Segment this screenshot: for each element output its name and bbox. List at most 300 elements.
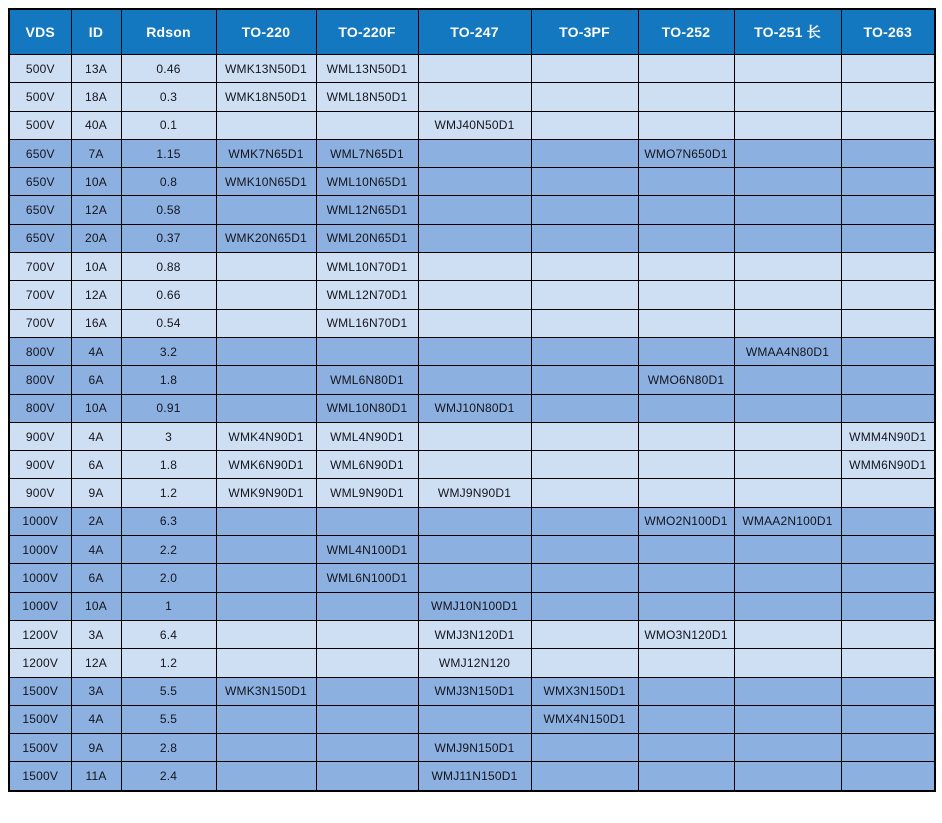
- table-cell: [638, 649, 734, 677]
- table-row: [9, 705, 935, 733]
- table-cell: 4A: [71, 422, 121, 450]
- table-row: [9, 564, 935, 592]
- table-cell: WMJ3N150D1: [418, 677, 531, 705]
- table-cell: 10A: [71, 168, 121, 196]
- table-cell: [734, 536, 841, 564]
- table-cell: WML10N70D1: [316, 253, 418, 281]
- table-cell: [638, 196, 734, 224]
- table-cell: [216, 309, 316, 337]
- table-cell: [418, 83, 531, 111]
- table-cell: WML12N70D1: [316, 281, 418, 309]
- table-cell: [841, 479, 935, 507]
- table-cell: [418, 536, 531, 564]
- table-cell: 6A: [71, 564, 121, 592]
- table-cell: [418, 309, 531, 337]
- table-cell: [418, 281, 531, 309]
- table-cell: 4A: [71, 705, 121, 733]
- table-cell: [638, 253, 734, 281]
- table-cell: 0.58: [121, 196, 216, 224]
- table-cell: 5.5: [121, 705, 216, 733]
- table-cell: [216, 734, 316, 762]
- table-cell: 18A: [71, 83, 121, 111]
- table-cell: [216, 592, 316, 620]
- table-cell: [216, 337, 316, 365]
- table-cell: 0.91: [121, 394, 216, 422]
- table-cell: 650V: [9, 196, 71, 224]
- column-header-7: TO-252: [638, 9, 734, 55]
- table-cell: [734, 649, 841, 677]
- table-cell: 2.8: [121, 734, 216, 762]
- table-cell: 1200V: [9, 620, 71, 648]
- table-cell: [531, 253, 638, 281]
- table-cell: [418, 507, 531, 535]
- table-cell: 0.66: [121, 281, 216, 309]
- table-cell: [418, 168, 531, 196]
- table-cell: WMK18N50D1: [216, 83, 316, 111]
- table-cell: [531, 196, 638, 224]
- table-cell: [734, 564, 841, 592]
- table-cell: [841, 139, 935, 167]
- table-cell: [316, 649, 418, 677]
- table-cell: [841, 224, 935, 252]
- table-cell: [841, 592, 935, 620]
- table-cell: 1000V: [9, 592, 71, 620]
- table-cell: [841, 111, 935, 139]
- table-cell: WMX4N150D1: [531, 705, 638, 733]
- table-cell: [841, 196, 935, 224]
- column-header-5: TO-247: [418, 9, 531, 55]
- table-cell: 900V: [9, 479, 71, 507]
- table-cell: [418, 55, 531, 83]
- table-cell: [316, 677, 418, 705]
- table-cell: WML6N80D1: [316, 366, 418, 394]
- table-cell: [316, 592, 418, 620]
- table-cell: 20A: [71, 224, 121, 252]
- table-cell: 4A: [71, 337, 121, 365]
- table-cell: 500V: [9, 83, 71, 111]
- table-cell: [734, 55, 841, 83]
- table-cell: [841, 168, 935, 196]
- table-cell: WMX3N150D1: [531, 677, 638, 705]
- table-cell: 1.15: [121, 139, 216, 167]
- table-cell: 500V: [9, 55, 71, 83]
- table-cell: 2.4: [121, 762, 216, 791]
- table-row: [9, 734, 935, 762]
- table-cell: [638, 734, 734, 762]
- table-cell: 7A: [71, 139, 121, 167]
- table-cell: WMAA4N80D1: [734, 337, 841, 365]
- table-cell: [531, 507, 638, 535]
- table-cell: [418, 366, 531, 394]
- table-cell: [734, 139, 841, 167]
- table-cell: 900V: [9, 422, 71, 450]
- table-cell: 1000V: [9, 536, 71, 564]
- table-cell: [841, 705, 935, 733]
- table-cell: [734, 253, 841, 281]
- column-header-0: VDS: [9, 9, 71, 55]
- table-cell: [531, 620, 638, 648]
- table-cell: [216, 253, 316, 281]
- table-cell: WMK4N90D1: [216, 422, 316, 450]
- table-cell: [216, 111, 316, 139]
- table-cell: [531, 139, 638, 167]
- table-cell: WMM6N90D1: [841, 451, 935, 479]
- table-cell: WMJ10N100D1: [418, 592, 531, 620]
- table-cell: [638, 337, 734, 365]
- table-cell: [418, 139, 531, 167]
- table-cell: [418, 253, 531, 281]
- table-cell: [638, 55, 734, 83]
- table-cell: [216, 564, 316, 592]
- table-header: [9, 9, 935, 55]
- table-cell: [638, 451, 734, 479]
- table-row: [9, 394, 935, 422]
- table-cell: WMJ12N120: [418, 649, 531, 677]
- table-cell: [841, 55, 935, 83]
- table-cell: [734, 394, 841, 422]
- table-cell: [734, 309, 841, 337]
- table-cell: 40A: [71, 111, 121, 139]
- table-cell: 2.0: [121, 564, 216, 592]
- table-cell: 800V: [9, 394, 71, 422]
- table-cell: [216, 620, 316, 648]
- table-cell: [841, 536, 935, 564]
- table-cell: [418, 337, 531, 365]
- table-cell: [316, 762, 418, 791]
- table-body: [9, 55, 935, 791]
- table-cell: [418, 451, 531, 479]
- table-cell: WMAA2N100D1: [734, 507, 841, 535]
- table-row: [9, 196, 935, 224]
- table-cell: [638, 224, 734, 252]
- column-header-9: TO-263: [841, 9, 935, 55]
- table-cell: 12A: [71, 196, 121, 224]
- table-cell: 650V: [9, 139, 71, 167]
- table-row: [9, 83, 935, 111]
- table-cell: WMJ3N120D1: [418, 620, 531, 648]
- table-row: [9, 677, 935, 705]
- table-cell: 9A: [71, 734, 121, 762]
- table-cell: [734, 83, 841, 111]
- table-cell: [216, 705, 316, 733]
- table-cell: [216, 536, 316, 564]
- table-cell: WML9N90D1: [316, 479, 418, 507]
- table-cell: [734, 366, 841, 394]
- table-cell: WML10N80D1: [316, 394, 418, 422]
- table-cell: [316, 734, 418, 762]
- table-cell: [638, 592, 734, 620]
- table-cell: [638, 479, 734, 507]
- column-header-6: TO-3PF: [531, 9, 638, 55]
- table-cell: 700V: [9, 309, 71, 337]
- table-cell: 12A: [71, 649, 121, 677]
- table-cell: [841, 253, 935, 281]
- table-cell: [316, 507, 418, 535]
- table-cell: [638, 309, 734, 337]
- table-cell: [734, 762, 841, 791]
- table-cell: 1500V: [9, 762, 71, 791]
- table-row: [9, 55, 935, 83]
- table-cell: 1500V: [9, 677, 71, 705]
- table-cell: 0.8: [121, 168, 216, 196]
- table-cell: 900V: [9, 451, 71, 479]
- table-cell: 16A: [71, 309, 121, 337]
- table-cell: 1: [121, 592, 216, 620]
- table-row: [9, 479, 935, 507]
- table-cell: [531, 281, 638, 309]
- table-cell: [734, 592, 841, 620]
- table-cell: [841, 620, 935, 648]
- table-cell: 3: [121, 422, 216, 450]
- table-cell: WML10N65D1: [316, 168, 418, 196]
- table-cell: 0.1: [121, 111, 216, 139]
- table-cell: 1.8: [121, 451, 216, 479]
- table-cell: [638, 762, 734, 791]
- table-cell: [531, 536, 638, 564]
- table-cell: 0.37: [121, 224, 216, 252]
- table-cell: [734, 422, 841, 450]
- table-row: [9, 422, 935, 450]
- table-row: [9, 111, 935, 139]
- table-cell: [531, 55, 638, 83]
- table-cell: [216, 394, 316, 422]
- table-cell: [531, 83, 638, 111]
- table-cell: WML20N65D1: [316, 224, 418, 252]
- table-cell: [418, 422, 531, 450]
- table-cell: 650V: [9, 168, 71, 196]
- table-cell: WMK7N65D1: [216, 139, 316, 167]
- table-cell: [531, 111, 638, 139]
- table-cell: 12A: [71, 281, 121, 309]
- table-cell: [638, 83, 734, 111]
- table-cell: [638, 394, 734, 422]
- table-cell: WMJ9N90D1: [418, 479, 531, 507]
- table-cell: WMK20N65D1: [216, 224, 316, 252]
- table-cell: [316, 337, 418, 365]
- column-header-1: ID: [71, 9, 121, 55]
- table-cell: [841, 394, 935, 422]
- table-cell: 6.3: [121, 507, 216, 535]
- table-cell: [638, 422, 734, 450]
- table-cell: [734, 196, 841, 224]
- table-cell: [841, 309, 935, 337]
- table-cell: WMK9N90D1: [216, 479, 316, 507]
- table-cell: [531, 762, 638, 791]
- table-cell: [531, 564, 638, 592]
- table-cell: [531, 168, 638, 196]
- table-cell: WML13N50D1: [316, 55, 418, 83]
- table-cell: 3A: [71, 620, 121, 648]
- table-cell: 650V: [9, 224, 71, 252]
- table-row: [9, 620, 935, 648]
- table-row: [9, 309, 935, 337]
- table-cell: [531, 224, 638, 252]
- table-cell: [841, 677, 935, 705]
- table-cell: WMK13N50D1: [216, 55, 316, 83]
- column-header-4: TO-220F: [316, 9, 418, 55]
- table-cell: [734, 168, 841, 196]
- table-cell: [841, 337, 935, 365]
- table-row: [9, 224, 935, 252]
- table-row: [9, 649, 935, 677]
- table-cell: [531, 649, 638, 677]
- table-cell: 1200V: [9, 649, 71, 677]
- table-cell: WMK3N150D1: [216, 677, 316, 705]
- table-cell: 10A: [71, 592, 121, 620]
- table-cell: [734, 620, 841, 648]
- table-cell: [841, 734, 935, 762]
- table-cell: [841, 649, 935, 677]
- table-cell: [531, 309, 638, 337]
- table-cell: 500V: [9, 111, 71, 139]
- table-cell: WML4N90D1: [316, 422, 418, 450]
- table-cell: [734, 677, 841, 705]
- table-row: [9, 592, 935, 620]
- table-cell: 9A: [71, 479, 121, 507]
- table-cell: [638, 564, 734, 592]
- table-cell: 6.4: [121, 620, 216, 648]
- table-cell: [734, 479, 841, 507]
- table-cell: [216, 507, 316, 535]
- table-cell: [638, 111, 734, 139]
- table-row: [9, 253, 935, 281]
- table-cell: WMO2N100D1: [638, 507, 734, 535]
- column-header-3: TO-220: [216, 9, 316, 55]
- table-cell: 4A: [71, 536, 121, 564]
- table-cell: WMO3N120D1: [638, 620, 734, 648]
- column-header-8: TO-251 长: [734, 9, 841, 55]
- table-cell: 6A: [71, 366, 121, 394]
- table-cell: [216, 762, 316, 791]
- table-cell: 10A: [71, 253, 121, 281]
- table-cell: WMO6N80D1: [638, 366, 734, 394]
- table-cell: [316, 705, 418, 733]
- table-row: [9, 451, 935, 479]
- table-cell: [841, 83, 935, 111]
- table-cell: [531, 422, 638, 450]
- column-header-2: Rdson: [121, 9, 216, 55]
- table-cell: WMJ10N80D1: [418, 394, 531, 422]
- table-cell: [734, 734, 841, 762]
- table-cell: WMK10N65D1: [216, 168, 316, 196]
- table-cell: [418, 705, 531, 733]
- table-cell: [638, 705, 734, 733]
- table-cell: WMJ11N150D1: [418, 762, 531, 791]
- table-cell: [638, 281, 734, 309]
- table-cell: [638, 536, 734, 564]
- table-cell: WMO7N650D1: [638, 139, 734, 167]
- table-cell: [531, 592, 638, 620]
- table-cell: 1.2: [121, 479, 216, 507]
- table-cell: [638, 168, 734, 196]
- table-cell: 1500V: [9, 705, 71, 733]
- table-cell: [418, 196, 531, 224]
- table-cell: [316, 620, 418, 648]
- table-cell: 5.5: [121, 677, 216, 705]
- table-cell: 0.3: [121, 83, 216, 111]
- table-cell: WMM4N90D1: [841, 422, 935, 450]
- table-cell: WMJ9N150D1: [418, 734, 531, 762]
- table-cell: 0.46: [121, 55, 216, 83]
- table-cell: WML12N65D1: [316, 196, 418, 224]
- table-cell: 10A: [71, 394, 121, 422]
- table-cell: 1.8: [121, 366, 216, 394]
- table-cell: 11A: [71, 762, 121, 791]
- table-cell: [734, 224, 841, 252]
- header-row: [9, 9, 935, 55]
- table-cell: 2A: [71, 507, 121, 535]
- table-cell: 1.2: [121, 649, 216, 677]
- table-cell: [734, 281, 841, 309]
- table-cell: [841, 564, 935, 592]
- table-cell: [216, 366, 316, 394]
- table-cell: [531, 479, 638, 507]
- table-cell: 1000V: [9, 564, 71, 592]
- table-cell: [316, 111, 418, 139]
- table-cell: 0.88: [121, 253, 216, 281]
- table-cell: [841, 762, 935, 791]
- table-cell: WML6N90D1: [316, 451, 418, 479]
- table-row: [9, 281, 935, 309]
- table-cell: [841, 366, 935, 394]
- table-cell: WMJ40N50D1: [418, 111, 531, 139]
- table-cell: 0.54: [121, 309, 216, 337]
- table-row: [9, 168, 935, 196]
- table-row: [9, 366, 935, 394]
- table-cell: [418, 564, 531, 592]
- table-cell: 800V: [9, 337, 71, 365]
- table-cell: WML16N70D1: [316, 309, 418, 337]
- table-cell: [841, 507, 935, 535]
- table-row: [9, 762, 935, 791]
- table-cell: [216, 281, 316, 309]
- table-cell: 800V: [9, 366, 71, 394]
- table-cell: WML6N100D1: [316, 564, 418, 592]
- table-cell: 3.2: [121, 337, 216, 365]
- table-cell: WML4N100D1: [316, 536, 418, 564]
- table-cell: [531, 734, 638, 762]
- table-cell: 1000V: [9, 507, 71, 535]
- table-cell: 1500V: [9, 734, 71, 762]
- table-cell: 2.2: [121, 536, 216, 564]
- table-cell: [734, 705, 841, 733]
- table-cell: 6A: [71, 451, 121, 479]
- table-row: [9, 507, 935, 535]
- table-cell: [216, 196, 316, 224]
- table-cell: [531, 451, 638, 479]
- table-cell: [841, 281, 935, 309]
- table-cell: [531, 394, 638, 422]
- table-row: [9, 139, 935, 167]
- table-cell: [531, 337, 638, 365]
- table-cell: [531, 366, 638, 394]
- table-row: [9, 337, 935, 365]
- table-cell: 700V: [9, 281, 71, 309]
- table-cell: 3A: [71, 677, 121, 705]
- table-cell: [638, 677, 734, 705]
- table-row: [9, 536, 935, 564]
- table-cell: WML7N65D1: [316, 139, 418, 167]
- table-cell: [734, 111, 841, 139]
- table-cell: WMK6N90D1: [216, 451, 316, 479]
- table-cell: 700V: [9, 253, 71, 281]
- mosfet-selection-table: [8, 8, 936, 792]
- table-cell: WML18N50D1: [316, 83, 418, 111]
- table-cell: [734, 451, 841, 479]
- table-cell: [216, 649, 316, 677]
- table-cell: [418, 224, 531, 252]
- table-cell: 13A: [71, 55, 121, 83]
